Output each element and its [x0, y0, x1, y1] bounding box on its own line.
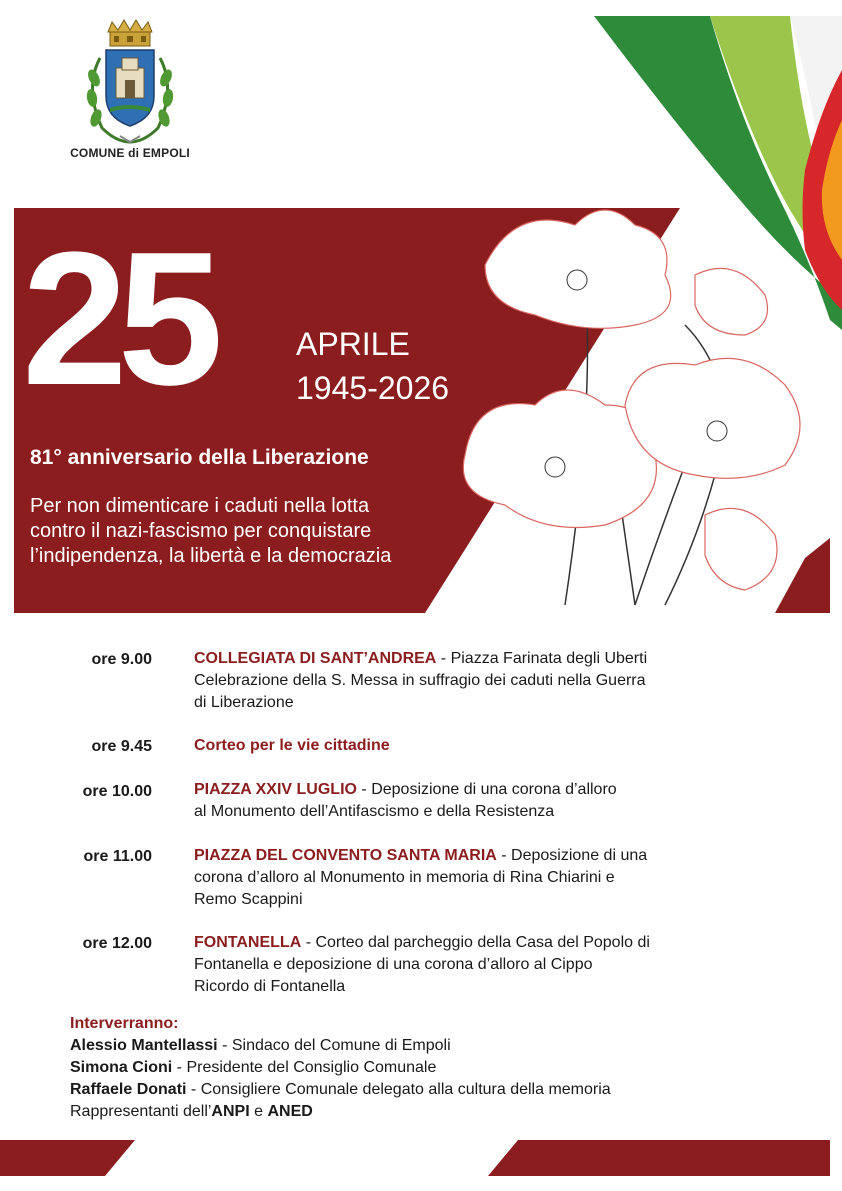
speaker-name: Alessio Mantellassi — [70, 1037, 218, 1054]
program-detail: al Monumento dell’Antifascismo e della Resistenza — [194, 803, 555, 820]
program-detail: Fontanella e deposizione di una corona d’alloro al Cippo — [194, 956, 593, 973]
program-place: FONTANELLA — [194, 934, 302, 951]
separator: - — [356, 781, 372, 798]
representatives-prefix: Rappresentanti dell’ — [70, 1103, 212, 1120]
speaker-role: - Consigliere Comunale delegato alla cultura della memoria — [186, 1081, 611, 1098]
org-anpi: ANPI — [211, 1103, 250, 1120]
separator: - — [301, 934, 316, 951]
speakers-section — [70, 1013, 830, 1123]
anniversary-title: 81° anniversario della Liberazione — [30, 446, 369, 469]
program-body — [194, 845, 794, 911]
conjunction: e — [249, 1103, 268, 1120]
program-place: Corteo per le vie cittadine — [194, 737, 390, 754]
program-time: ore 9.45 — [91, 738, 152, 755]
speaker-name: Simona Cioni — [70, 1059, 173, 1076]
program-time: ore 9.00 — [91, 651, 152, 668]
footer-bar-left — [0, 1140, 135, 1176]
program-place: PIAZZA XXIV LUGLIO — [194, 781, 357, 798]
speaker-role: - Presidente del Consiglio Comunale — [172, 1059, 437, 1076]
program-body — [194, 779, 794, 823]
poppy-top — [485, 210, 671, 328]
program-place: PIAZZA DEL CONVENTO SANTA MARIA — [194, 847, 497, 864]
intro-line: Per non dimenticare i caduti nella lotta — [30, 495, 370, 517]
speaker-name: Raffaele Donati — [70, 1081, 187, 1098]
separator: - — [436, 650, 451, 667]
program-time: ore 12.00 — [82, 935, 152, 952]
day-number: 25 — [22, 213, 214, 425]
program-detail: Piazza Farinata degli Uberti — [450, 650, 648, 667]
separator: - — [496, 847, 512, 864]
speaker-role: - Sindaco del Comune di Empoli — [217, 1037, 451, 1054]
month-label: APRILE — [296, 326, 410, 362]
program-body — [194, 932, 794, 998]
program-detail: Remo Scappini — [194, 891, 303, 908]
speaker-row — [70, 1079, 830, 1101]
speaker-row — [70, 1057, 830, 1079]
program-detail: Deposizione di una — [511, 847, 648, 864]
program-body — [194, 735, 794, 757]
program-body — [194, 648, 794, 714]
intro-text — [30, 494, 470, 569]
program-place: COLLEGIATA DI SANT’ANDREA — [194, 650, 437, 667]
municipality-name: COMUNE di EMPOLI — [70, 146, 190, 160]
program-detail: Celebrazione della S. Messa in suffragio dei caduti nella Guerra — [194, 672, 646, 689]
program-time: ore 11.00 — [83, 848, 152, 865]
poppy-flowers-illustration — [455, 205, 825, 615]
program-time: ore 10.00 — [82, 783, 152, 800]
program-detail: Deposizione di una corona d’alloro — [371, 781, 617, 798]
footer-bar-right — [488, 1140, 842, 1176]
years-label: 1945-2026 — [296, 370, 450, 406]
intro-line: contro il nazi-fascismo per conquistare — [30, 520, 372, 542]
speakers-title: Interverranno: — [70, 1015, 179, 1032]
org-aned: ANED — [267, 1103, 313, 1120]
program-detail: corona d’alloro al Monumento in memoria di Rina Chiarini e — [194, 869, 615, 886]
intro-line: l’indipendenza, la libertà e la democrazia — [30, 545, 392, 567]
speaker-row — [70, 1035, 830, 1057]
program-detail: Ricordo di Fontanella — [194, 978, 346, 995]
speaker-row — [70, 1101, 830, 1123]
program-detail: di Liberazione — [194, 694, 294, 711]
program-detail: Corteo dal parcheggio della Casa del Popolo di — [315, 934, 650, 951]
